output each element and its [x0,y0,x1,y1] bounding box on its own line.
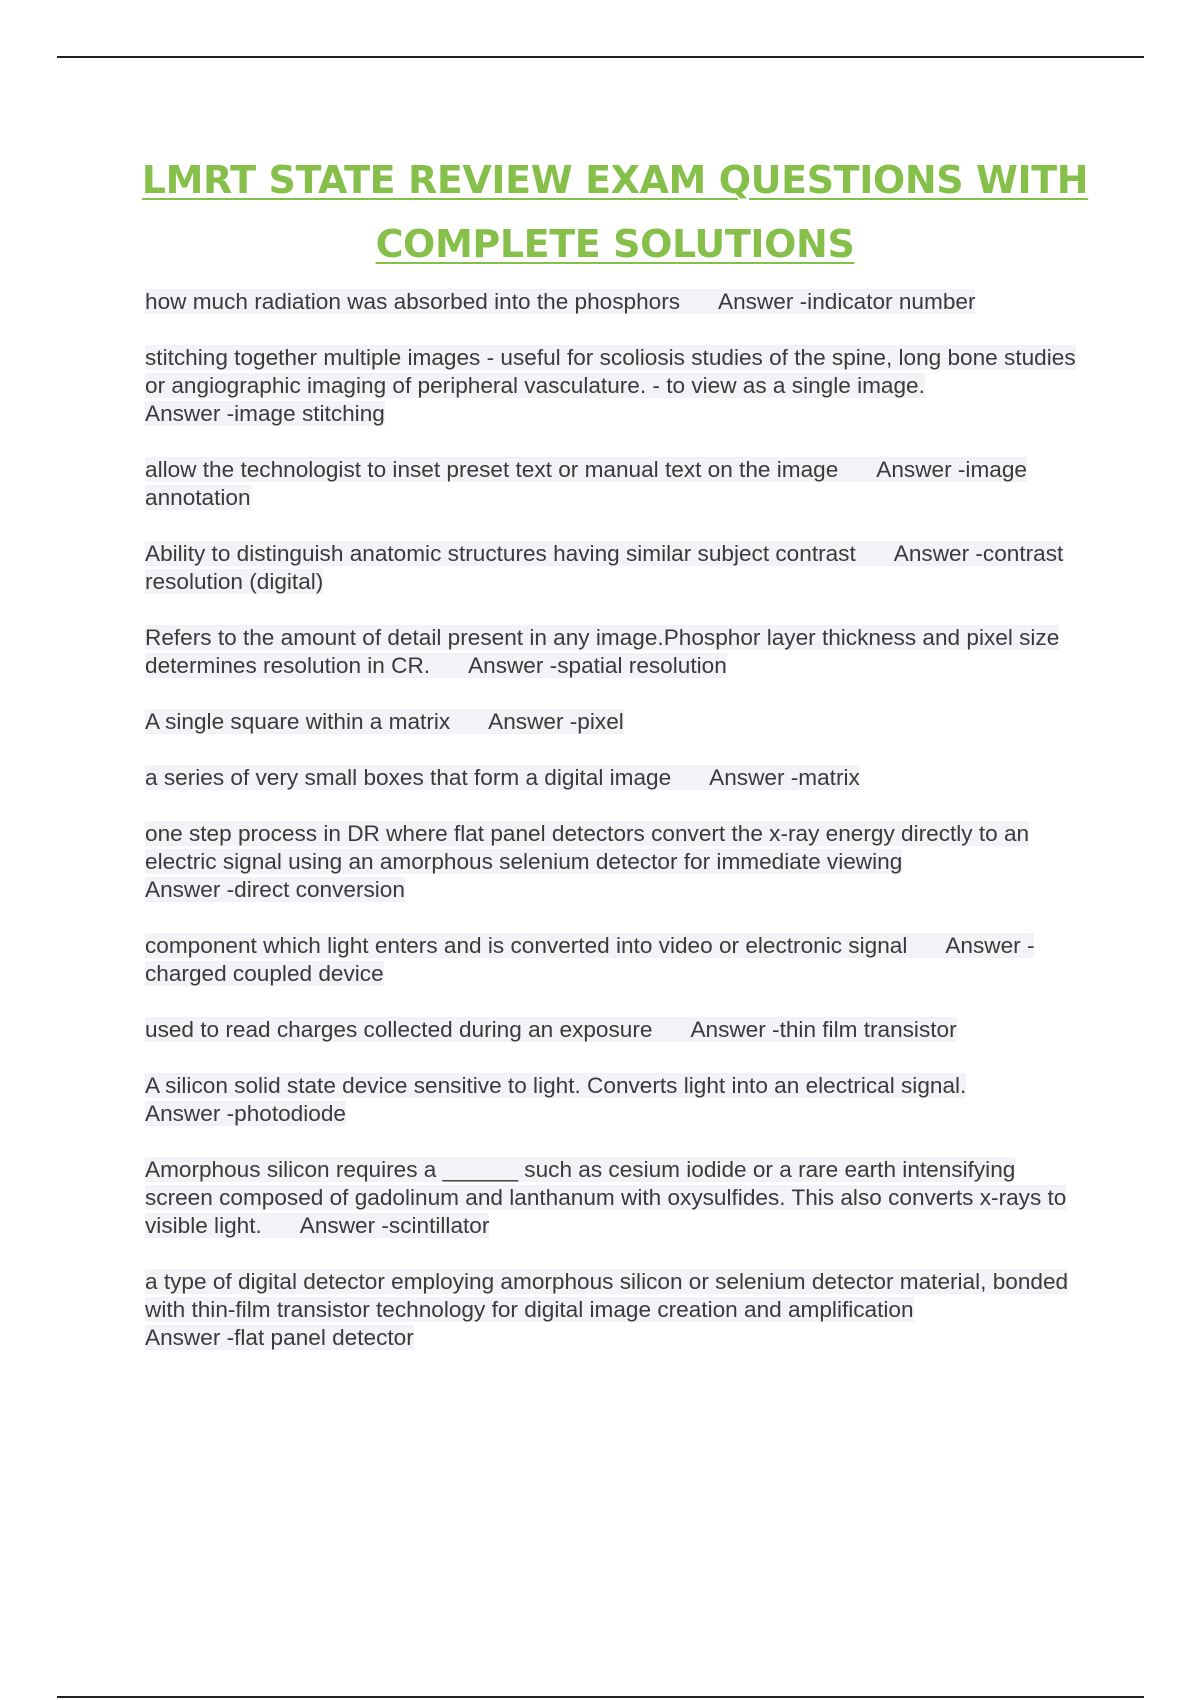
qa-item [145,540,1085,596]
qa-item [145,708,1085,736]
answer-text: Answer -flat panel detector [145,1325,414,1350]
answer-text: Answer -direct conversion [145,877,405,902]
title-line-1: LMRT STATE REVIEW EXAM QUESTIONS WITH [141,158,1089,202]
answer-text: Answer -charged coupled device [145,933,1035,986]
question-text: a type of digital detector employing amorphous silicon or selenium detector material, bonded with thin-film transistor technology for digital image creation and amplification [145,1269,1069,1322]
title-line-2: COMPLETE SOLUTIONS [375,222,855,266]
qa-item [145,1072,1085,1128]
document-title [120,148,1110,276]
qa-list [145,288,1085,1380]
answer-text: Answer -indicator number [718,289,976,314]
qa-item [145,932,1085,988]
qa-item [145,820,1085,904]
qa-item [145,1268,1085,1352]
answer-text: Answer -spatial resolution [468,653,727,678]
question-text: stitching together multiple images - useful for scoliosis studies of the spine, long bone studies or angiographic imaging of peripheral vasculature. - to view as a single image. [145,345,1076,398]
question-text: allow the technologist to inset preset text or manual text on the image [145,457,839,482]
qa-item [145,764,1085,792]
question-text: component which light enters and is converted into video or electronic signal [145,933,908,958]
qa-item [145,344,1085,428]
answer-text: Answer -contrast resolution (digital) [145,541,1064,594]
qa-item [145,456,1085,512]
answer-text: Answer -image annotation [145,457,1027,510]
question-text: Ability to distinguish anatomic structures having similar subject contrast [145,541,856,566]
question-text: a series of very small boxes that form a digital image [145,765,672,790]
answer-text: Answer -thin film transistor [690,1017,957,1042]
question-text: A silicon solid state device sensitive to light. Converts light into an electrical signal. [145,1073,967,1098]
question-text: A single square within a matrix [145,709,451,734]
question-text: how much radiation was absorbed into the phosphors [145,289,681,314]
qa-item [145,1016,1085,1044]
bottom-rule [57,1696,1144,1698]
answer-text: Answer -matrix [709,765,860,790]
question-text: used to read charges collected during an exposure [145,1017,653,1042]
top-rule [57,56,1144,58]
qa-item [145,624,1085,680]
answer-text: Answer -photodiode [145,1101,346,1126]
question-text: Refers to the amount of detail present in any image.Phosphor layer thickness and pixel size determines resolution in CR. [145,625,1060,678]
qa-item [145,288,1085,316]
answer-text: Answer -scintillator [299,1213,490,1238]
qa-item [145,1156,1085,1240]
question-text: Amorphous silicon requires a ______ such as cesium iodide or a rare earth intensifying screen composed of gadolinum and lanthanum with oxysulfides. This also converts x-rays to visible light. [145,1157,1067,1238]
answer-text: Answer -image stitching [145,401,385,426]
question-text: one step process in DR where flat panel detectors convert the x-ray energy directly to an electric signal using an amorphous selenium detector for immediate viewing [145,821,1030,874]
answer-text: Answer -pixel [488,709,624,734]
